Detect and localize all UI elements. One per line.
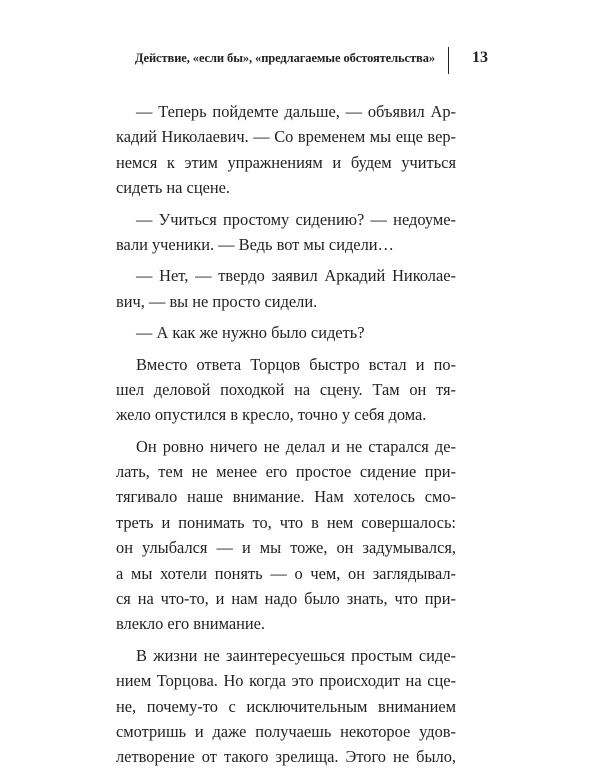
- text-line: влекло его внимание.: [116, 614, 266, 634]
- text-line: — Учиться простому сидению? — недоуме-: [136, 209, 456, 229]
- body-text: [116, 99, 456, 776]
- text-line: Он ровно ничего не делал и не старался де-: [136, 436, 456, 456]
- paragraph: [116, 320, 456, 345]
- text-line: нием Торцова. Но когда это происходит на сце-: [116, 671, 456, 691]
- header-divider: [448, 47, 450, 74]
- text-line: сидеть на сцене.: [116, 178, 231, 198]
- text-line: не, почему-то с исключительным вниманием: [116, 696, 456, 716]
- paragraph: [116, 263, 456, 314]
- text-line: — Теперь пойдемте дальше, — объявил Ар-: [136, 102, 456, 121]
- page-number: 13: [472, 49, 488, 66]
- paragraph: [116, 207, 456, 258]
- text-line: лать, тем не менее его простое сидение при-: [116, 462, 456, 482]
- text-line: кадий Николаевич. — Со временем мы еще вер-: [116, 127, 456, 147]
- text-line: — Нет, — твердо заявил Аркадий Николае-: [136, 266, 456, 286]
- paragraph: [116, 643, 456, 770]
- text-line: вич, — вы не просто сидели.: [116, 291, 318, 311]
- text-line: ся на что-то, и нам надо было знать, что при-: [116, 589, 456, 609]
- text-line: тягивало наше внимание. Нам хотелось смо-: [116, 487, 456, 507]
- text-line: вали ученики. — Ведь вот мы сидели…: [116, 234, 394, 254]
- running-header: [116, 47, 488, 75]
- text-line: летворение от такого зрелища. Этого не было,: [116, 747, 456, 767]
- paragraph: [116, 434, 456, 637]
- text-line: жело опустился в кресло, точно у себя дома.: [116, 405, 427, 425]
- paragraph: [116, 99, 456, 201]
- text-line: немся к этим упражнениям и будем учиться: [116, 152, 456, 172]
- text-line: треть и понимать то, что в нем совершалось:: [116, 512, 456, 532]
- running-title: Действие, «если бы», «предлагаемые обстоятельства»: [134, 51, 435, 65]
- text-line: он улыбался — и мы тоже, он задумывался,: [116, 538, 456, 558]
- text-line: смотришь и даже получаешь некоторое удов-: [116, 721, 456, 741]
- text-line: а мы хотели понять — о чем, он заглядывал-: [116, 563, 456, 583]
- text-line: В жизни не заинтересуешься простым сиде-: [136, 645, 456, 665]
- text-line: Вместо ответа Торцов быстро встал и по-: [136, 354, 456, 374]
- text-line: шел деловой походкой на сцену. Там он тя-: [116, 379, 456, 399]
- text-line: — А как же нужно было сидеть?: [136, 323, 365, 343]
- paragraph: [116, 352, 456, 428]
